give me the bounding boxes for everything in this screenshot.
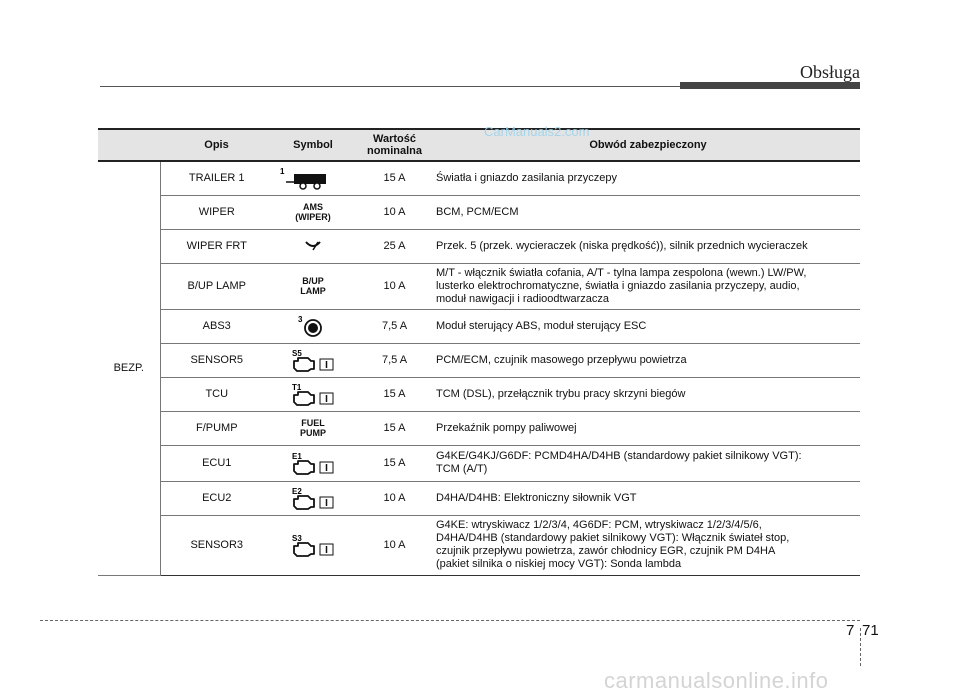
engine-icon [294, 543, 314, 556]
symbol-cell [273, 377, 353, 411]
symbol-text-line: PUMP [299, 427, 326, 438]
symbol-label: S5 [292, 349, 302, 358]
symbol-text [295, 202, 331, 222]
circuit-line: TCM (A/T) [436, 463, 488, 475]
symbol-text [300, 276, 326, 296]
col-circuit-header: Obwód zabezpieczony [436, 129, 860, 161]
wiper-symbol [278, 234, 348, 258]
symbol-cell [273, 263, 353, 309]
text-symbol [295, 202, 331, 223]
rating-cell: 15 A [353, 161, 436, 195]
watermark-top: CarManuals2.com [484, 124, 590, 139]
rating-cell: 25 A [353, 229, 436, 263]
fuse-name-cell: ECU1 [160, 445, 273, 481]
circuit-cell [436, 229, 860, 263]
table-row [98, 309, 860, 343]
symbol-cell [273, 481, 353, 515]
symbol-cell [273, 309, 353, 343]
symbol-text-line: FUEL [301, 417, 325, 428]
symbol-cell [273, 515, 353, 575]
symbol-text-line: LAMP [300, 285, 326, 296]
fuse-name-cell: WIPER [160, 195, 273, 229]
engine-symbol [278, 451, 348, 475]
engine-symbol [278, 348, 348, 372]
header-bar [680, 82, 860, 89]
circuit-cell [436, 515, 860, 575]
rating-cell: 15 A [353, 445, 436, 481]
circuit-line: PCM/ECM, czujnik masowego przepływu powietrza [436, 353, 687, 366]
rating-cell: 15 A [353, 377, 436, 411]
circuit-cell [436, 481, 860, 515]
circuit-line: TCM (DSL), przełącznik trybu pracy skrzyni biegów [436, 387, 686, 400]
text-symbol [300, 418, 326, 439]
engine-icon [294, 461, 314, 474]
symbol-text [300, 418, 326, 438]
circuit-cell [436, 161, 860, 195]
col-rating-header [353, 129, 436, 161]
symbol-label: S3 [292, 534, 302, 543]
engine-icon [294, 496, 314, 509]
section-title: Obsługa [800, 62, 860, 82]
footer-vertical-rule [860, 628, 861, 666]
fuse-table [98, 128, 860, 576]
circuit-cell [436, 309, 860, 343]
abs-core-icon [308, 323, 318, 333]
rating-cell: 7,5 A [353, 343, 436, 377]
symbol-cell [273, 445, 353, 481]
circuit-cell [436, 377, 860, 411]
trailer-symbol [278, 166, 348, 190]
rating-cell: 10 A [353, 195, 436, 229]
table-row [98, 445, 860, 481]
circuit-line: Moduł sterujący ABS, moduł sterujący ESC [436, 319, 647, 332]
rating-cell: 10 A [353, 515, 436, 575]
text-symbol [300, 276, 326, 297]
circuit-cell [436, 343, 860, 377]
circuit-line: M/T - włącznik światła cofania, A/T - tylna lampa zespolona (wewn.) LW/PW, [436, 266, 807, 279]
circuit-line: Przekaźnik pompy paliwowej [436, 421, 577, 434]
table-header-row [98, 129, 860, 161]
circuit-line: moduł nawigacji i radioodtwarzacza [436, 292, 610, 305]
symbol-text-line: AMS [303, 201, 323, 212]
fuse-name-cell: WIPER FRT [160, 229, 273, 263]
table-row [98, 263, 860, 309]
group-header [98, 129, 160, 161]
symbol-cell [273, 161, 353, 195]
circuit-cell [436, 195, 860, 229]
symbol-label: E1 [292, 452, 302, 461]
rating-cell: 7,5 A [353, 309, 436, 343]
engine-symbol [278, 382, 348, 406]
symbol-cell [273, 229, 353, 263]
trailer-body-icon [294, 174, 326, 184]
circuit-cell [436, 263, 860, 309]
circuit-cell [436, 411, 860, 445]
circuit-line: G4KE/G4KJ/G6DF: PCMD4HA/D4HB (standardowy pakiet silnikowy VGT): [436, 450, 802, 462]
table-row [98, 481, 860, 515]
table-row [98, 195, 860, 229]
circuit-line: (pakiet silnika o niskiej mocy VGT): Sonda lambda [436, 558, 682, 570]
symbol-text-line: (WIPER) [295, 211, 331, 222]
table-row [98, 229, 860, 263]
table-row [98, 161, 860, 195]
chapter-number: 7 [846, 622, 855, 639]
circuit-cell [436, 445, 860, 481]
rating-cell: 15 A [353, 411, 436, 445]
symbol-cell [273, 195, 353, 229]
symbol-cell [273, 411, 353, 445]
symbol-label: T1 [292, 383, 302, 392]
rating-cell: 10 A [353, 481, 436, 515]
footer-dashed-rule [40, 620, 860, 621]
engine-symbol [278, 533, 348, 557]
symbol-text-line: B/UP [302, 275, 324, 286]
trailer-wheel-icon [314, 183, 320, 189]
table-row [98, 411, 860, 445]
fuse-name-cell: ABS3 [160, 309, 273, 343]
fuse-name-cell: TCU [160, 377, 273, 411]
fuse-name-cell: SENSOR3 [160, 515, 273, 575]
col-rating-header-line1: Wartość [373, 133, 416, 145]
circuit-line: G4KE: wtryskiwacz 1/2/3/4, 4G6DF: PCM, wtryskiwacz 1/2/3/4/5/6, [436, 519, 762, 531]
engine-symbol [278, 486, 348, 510]
col-rating-header-line2: nominalna [366, 145, 422, 157]
circuit-line: BCM, PCM/ECM [436, 205, 519, 218]
fuse-name-cell: TRAILER 1 [160, 161, 273, 195]
symbol-number: 1 [280, 167, 285, 177]
watermark-bottom: carmanualsonline.info [604, 668, 829, 693]
abs-symbol [278, 314, 348, 338]
circuit-line: lusterko elektrochromatyczne, światła i gniazdo zasilania przyczepy, audio, [436, 279, 800, 292]
fuse-name-cell: B/UP LAMP [160, 263, 273, 309]
fuse-name-cell: SENSOR5 [160, 343, 273, 377]
table-row [98, 343, 860, 377]
engine-icon [294, 392, 314, 405]
page-number: 71 [862, 622, 879, 639]
fuse-name-cell: ECU2 [160, 481, 273, 515]
engine-icon [294, 358, 314, 371]
trailer-wheel-icon [300, 183, 306, 189]
symbol-cell [273, 343, 353, 377]
fuse-name-cell: F/PUMP [160, 411, 273, 445]
circuit-line: D4HA/D4HB: Elektroniczny siłownik VGT [436, 491, 637, 504]
col-symbol-header: Symbol [273, 129, 353, 161]
circuit-line: Przek. 5 (przek. wycieraczek (niska prędkość)), silnik przednich wycieraczek [436, 239, 808, 252]
table-row [98, 377, 860, 411]
group-cell: BEZP. [98, 161, 160, 575]
circuit-line: Światła i gniazdo zasilania przyczepy [436, 171, 617, 184]
symbol-number: 3 [298, 315, 303, 324]
circuit-line: D4HA/D4HB (standardowy pakiet silnikowy VGT): Włącznik świateł stop, [436, 532, 790, 544]
symbol-label: E2 [292, 487, 302, 496]
col-opis-header: Opis [160, 129, 273, 161]
circuit-line: czujnik przepływu powietrza, zawór chłodnicy EGR, czujnik PM D4HA [436, 545, 776, 557]
table-row [98, 515, 860, 575]
rating-cell: 10 A [353, 263, 436, 309]
